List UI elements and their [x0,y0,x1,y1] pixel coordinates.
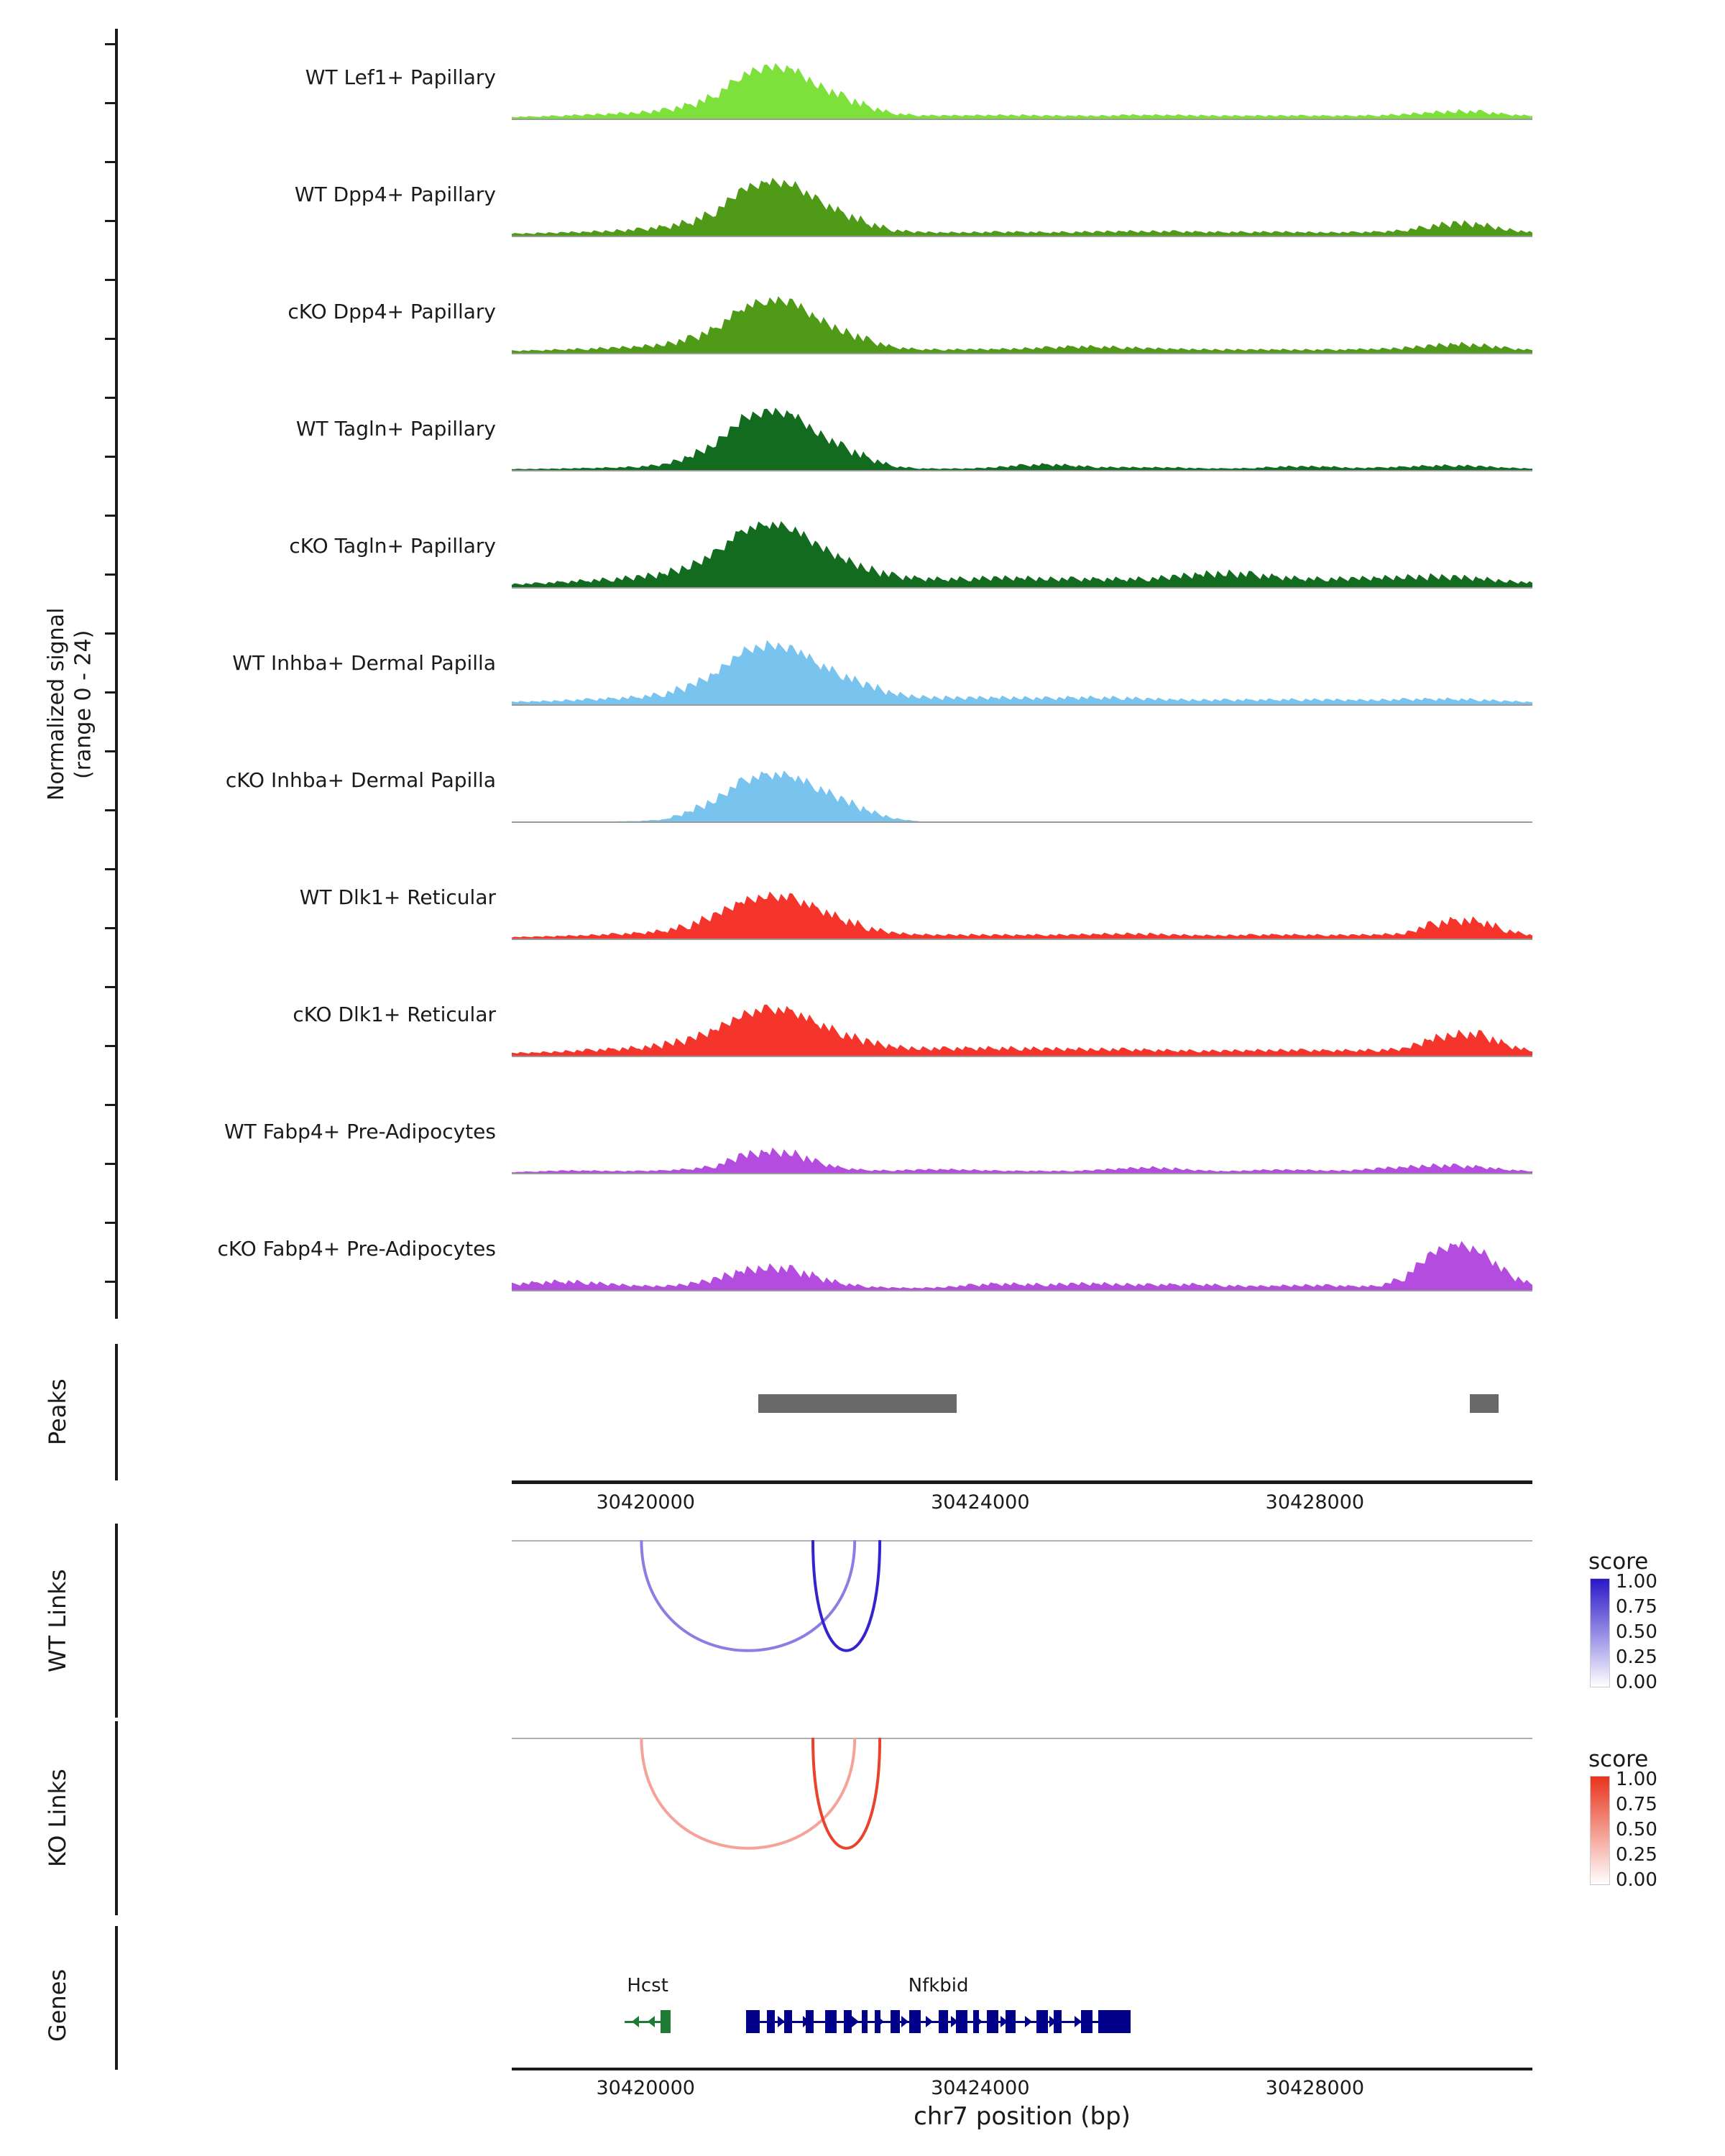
track-baseline [512,1290,1532,1291]
genes-x-axis-line [512,2068,1532,2070]
track-name: cKO Fabp4+ Pre-Adipocytes [217,1236,496,1261]
wt-links-axis-bar [115,1524,118,1718]
track-baseline [512,587,1532,589]
gene-exon [1081,2010,1092,2033]
legend-tick-label: 0.00 [1616,1869,1657,1891]
signal-track [512,852,1532,939]
signal-axis-label-line2: (range 0 - 24) [70,630,96,779]
gene-exon [1098,2010,1131,2033]
wt-links-legend-gradient [1590,1578,1610,1687]
ko-links-panel-label: KO Links [44,1769,71,1868]
track-baseline [512,119,1532,120]
x-tick-label: 30420000 [596,2077,695,2099]
gene-exon [862,2010,868,2033]
axis-tick [105,986,116,988]
legend-tick-label: 0.75 [1616,1596,1657,1618]
axis-tick [105,1104,116,1106]
strand-arrow-icon [852,2016,859,2027]
x-tick-label: 30424000 [931,2077,1030,2099]
x-tick-label: 30420000 [596,1491,695,1514]
axis-tick [105,927,116,929]
signal-track [512,32,1532,119]
track-baseline [512,821,1532,823]
wt-links-arcs [512,1540,1532,1720]
track-baseline [512,353,1532,354]
peak-mark [1470,1394,1499,1413]
axis-tick [105,1045,116,1047]
signal-track [512,969,1532,1056]
axis-tick [105,691,116,694]
gene-exon [909,2010,921,2033]
gene-exon [1054,2010,1062,2033]
signal-track [512,384,1532,470]
legend-tick-label: 1.00 [1616,1571,1657,1593]
track-baseline [512,470,1532,471]
legend-tick-label: 0.25 [1616,1844,1657,1866]
peak-mark [758,1394,957,1413]
axis-tick [105,809,116,811]
x-tick-label: 30428000 [1265,2077,1365,2099]
ko-links-arcs [512,1738,1532,1917]
axis-tick [105,279,116,281]
axis-tick [105,868,116,870]
gene-exon [875,2010,880,2033]
axis-tick [105,750,116,752]
peaks-x-axis-line [512,1480,1532,1484]
axis-tick [105,161,116,163]
axis-tick [105,397,116,399]
gene-exon [939,2010,948,2033]
x-tick-label: 30428000 [1265,1491,1365,1514]
legend-tick-label: 0.50 [1616,1621,1657,1643]
signal-track [512,501,1532,587]
track-name: WT Inhba+ Dermal Papilla [232,650,496,675]
axis-tick [105,338,116,340]
axis-tick [105,1163,116,1165]
track-baseline [512,939,1532,940]
track-name: WT Fabp4+ Pre-Adipocytes [224,1119,496,1143]
ko-links-axis-bar [115,1721,118,1915]
axis-tick [105,515,116,517]
gene-exon [956,2010,967,2033]
signal-track [512,618,1532,704]
peaks-axis-bar [115,1344,118,1480]
peaks-panel-label: Peaks [44,1378,71,1446]
axis-tick [105,102,116,104]
legend-tick-label: 0.25 [1616,1646,1657,1668]
axis-tick [105,1222,116,1224]
wt-links-panel-label: WT Links [44,1569,71,1672]
strand-arrow-icon [632,2016,639,2027]
strand-arrow-icon [926,2016,933,2027]
axis-tick [105,456,116,458]
ko-links-legend-gradient [1590,1776,1610,1885]
track-name: cKO Tagln+ Papillary [289,533,496,558]
gene-exon [844,2010,852,2033]
signal-track [512,735,1532,821]
axis-tick [105,573,116,576]
gene-exon [746,2010,760,2033]
signal-axis-label-line1: Normalized signal [44,607,69,801]
signal-track [512,267,1532,353]
wt-links-legend-title: score [1588,1549,1649,1575]
legend-tick-label: 0.50 [1616,1819,1657,1841]
axis-tick [105,220,116,222]
signal-axis-label [43,503,101,906]
gene-exon [891,2010,900,2033]
legend-tick-label: 1.00 [1616,1769,1657,1790]
axis-tick [105,632,116,635]
gene-exon [784,2010,792,2033]
gene-exon [661,2010,671,2033]
track-baseline [512,1056,1532,1057]
strand-arrow-icon [1025,2016,1032,2027]
axis-tick [105,43,116,45]
signal-track [512,1204,1532,1290]
legend-tick-label: 0.00 [1616,1672,1657,1693]
ko-links-legend-title: score [1588,1746,1649,1772]
track-name: WT Lef1+ Papillary [305,65,496,89]
track-baseline [512,1173,1532,1174]
signal-track [512,1087,1532,1173]
gene-exon [825,2010,837,2033]
genes-panel-label: Genes [44,1968,71,2042]
gene-exon [987,2010,998,2033]
x-tick-label: 30424000 [931,1491,1030,1514]
track-baseline [512,236,1532,237]
x-axis-title: chr7 position (bp) [914,2102,1131,2131]
legend-tick-label: 0.75 [1616,1794,1657,1815]
gene-label: Hcst [627,1975,668,1996]
gene-exon [1036,2010,1048,2033]
track-name: WT Tagln+ Papillary [295,416,496,441]
track-name: cKO Dlk1+ Reticular [293,1002,496,1026]
gene-exon [973,2010,979,2033]
strand-arrow-icon [648,2016,655,2027]
signal-track [512,149,1532,236]
track-name: WT Dpp4+ Papillary [294,182,496,206]
genes-axis-bar [115,1926,118,2070]
gene-exon [1006,2010,1015,2033]
track-baseline [512,704,1532,706]
signal-axis-bar [115,29,118,1319]
track-name: cKO Inhba+ Dermal Papilla [225,768,496,792]
gene-label: Nfkbid [908,1975,969,1996]
gene-exon [806,2010,814,2033]
gene-exon [767,2010,775,2033]
axis-tick [105,1281,116,1283]
track-name: cKO Dpp4+ Papillary [288,299,496,323]
track-name: WT Dlk1+ Reticular [299,885,496,909]
strand-arrow-icon [901,2016,908,2027]
